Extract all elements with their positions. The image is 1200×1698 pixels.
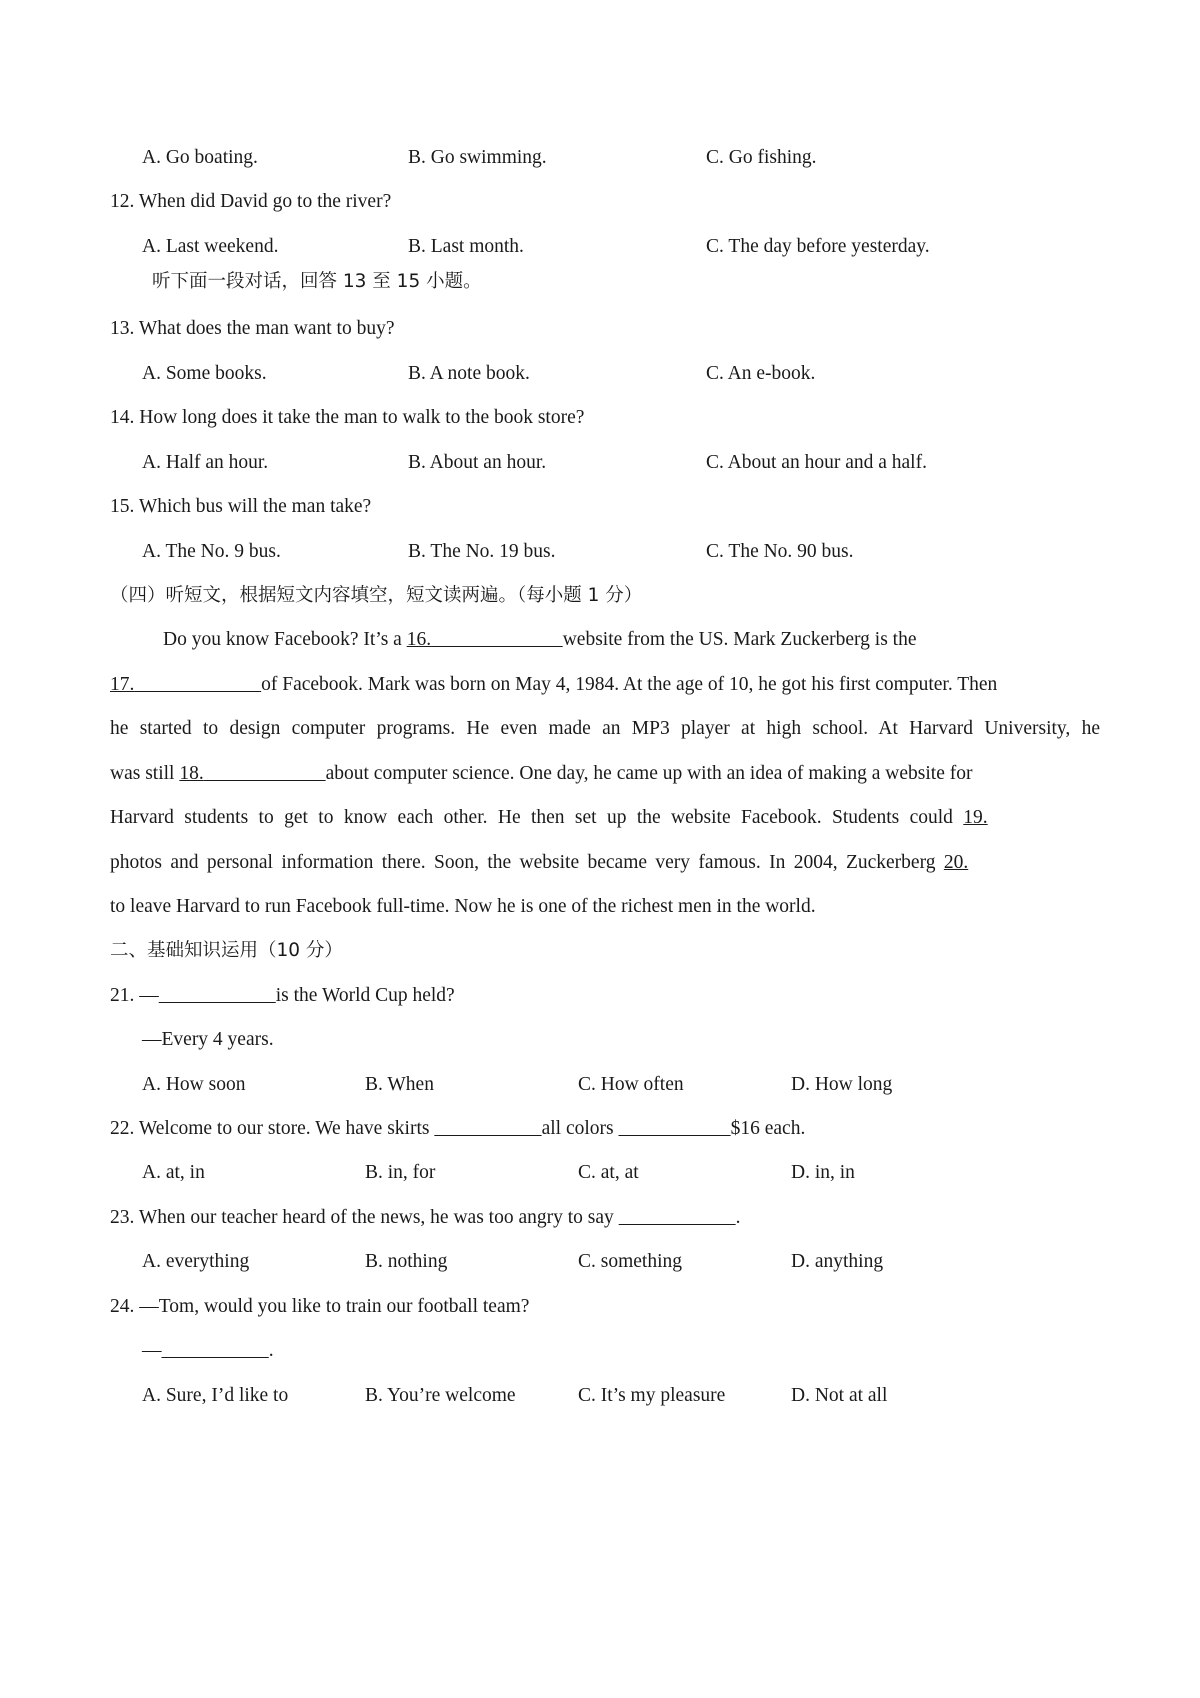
- q12-option-b: B. Last month.: [408, 236, 524, 257]
- passage-line-7: to leave Harvard to run Facebook full-time. Now he is one of the richest men in the world.: [110, 896, 816, 917]
- q23-option-d: D. anything: [791, 1251, 884, 1272]
- passage-line-6: [110, 851, 968, 875]
- blank-16[interactable]: [407, 629, 563, 650]
- q13-stem: 13. What does the man want to buy?: [110, 318, 395, 339]
- passage-text: was still: [110, 763, 180, 784]
- q22-stem-text: 22. Welcome to our store. We have skirts: [110, 1118, 435, 1139]
- q23-stem-text: 23. When our teacher heard of the news, he was too angry to say: [110, 1207, 619, 1228]
- q24-stem: 24. —Tom, would you like to train our football team?: [110, 1296, 530, 1317]
- q23-blank[interactable]: [619, 1207, 736, 1228]
- section4-title: （四）听短文，根据短文内容填空，短文读两遍。（每小题 1 分）: [110, 585, 643, 606]
- q23-stem-text: .: [735, 1207, 741, 1228]
- blank-17-number: 17.: [110, 674, 135, 695]
- passage-text: Do you know Facebook? It’s a: [163, 629, 407, 650]
- q14-stem: 14. How long does it take the man to walk to the book store?: [110, 407, 585, 428]
- q15-stem: 15. Which bus will the man take?: [110, 496, 372, 517]
- q22-stem-text: all colors: [541, 1118, 619, 1139]
- q21-option-c: C. How often: [578, 1074, 684, 1095]
- q14-option-c: C. About an hour and a half.: [706, 452, 927, 473]
- q23-option-c: C. something: [578, 1251, 683, 1272]
- q21-option-b: B. When: [365, 1074, 434, 1095]
- q23-option-a: A. everything: [142, 1251, 250, 1272]
- part2-title: 二、基础知识运用（10 分）: [110, 940, 343, 961]
- q24-reply-text: .: [268, 1340, 274, 1361]
- q24-option-c: C. It’s my pleasure: [578, 1385, 726, 1406]
- q12-option-a: A. Last weekend.: [142, 236, 279, 257]
- q11-option-a: A. Go boating.: [142, 147, 258, 168]
- q24-option-d: D. Not at all: [791, 1385, 888, 1406]
- q23-stem: [110, 1206, 741, 1230]
- q21-option-d: D. How long: [791, 1074, 893, 1095]
- section-note: 听下面一段对话，回答 13 至 15 小题。: [152, 271, 482, 292]
- passage-line-4: [110, 762, 972, 786]
- passage-text: website from the US. Mark Zuckerberg is the: [562, 629, 917, 650]
- passage-text: about computer science. One day, he came up with an idea of making a website for: [325, 763, 973, 784]
- q13-option-c: C. An e-book.: [706, 363, 816, 384]
- q15-option-c: C. The No. 90 bus.: [706, 541, 854, 562]
- passage-line-1: [163, 628, 917, 652]
- q24-blank[interactable]: [162, 1340, 269, 1361]
- q22-option-a: A. at, in: [142, 1162, 205, 1183]
- q15-option-b: B. The No. 19 bus.: [408, 541, 556, 562]
- q22-option-d: D. in, in: [791, 1162, 855, 1183]
- q15-option-a: A. The No. 9 bus.: [142, 541, 281, 562]
- q21-stem-text: 21. —: [110, 985, 159, 1006]
- q24-reply: [142, 1339, 274, 1363]
- passage-text: of Facebook. Mark was born on May 4, 1984. At the age of 10, he got his first computer. Then: [261, 674, 998, 695]
- blank-19[interactable]: 19.: [963, 807, 988, 828]
- passage-line-3: he started to design computer programs. He even made an MP3 player at high school. At Harvard University, he: [110, 718, 1100, 739]
- q21-stem: [110, 984, 455, 1008]
- q22-blank-2[interactable]: [618, 1118, 730, 1139]
- q11-option-b: B. Go swimming.: [408, 147, 547, 168]
- q21-blank[interactable]: [159, 985, 276, 1006]
- passage-line-2: [110, 673, 997, 697]
- q22-blank-1[interactable]: [434, 1118, 541, 1139]
- q13-option-a: A. Some books.: [142, 363, 267, 384]
- q24-option-b: B. You’re welcome: [365, 1385, 516, 1406]
- q22-option-c: C. at, at: [578, 1162, 639, 1183]
- passage-line-5: [110, 806, 988, 830]
- q23-option-b: B. nothing: [365, 1251, 448, 1272]
- q22-stem: [110, 1117, 805, 1141]
- q21-reply: —Every 4 years.: [142, 1029, 274, 1050]
- passage-text: photos and personal information there. Soon, the website became very famous. In 2004, Zuckerberg: [110, 852, 944, 873]
- blank-18[interactable]: [179, 763, 325, 784]
- q14-option-b: B. About an hour.: [408, 452, 547, 473]
- q13-option-b: B. A note book.: [408, 363, 530, 384]
- q12-stem: 12. When did David go to the river?: [110, 191, 392, 212]
- q21-stem-text: is the World Cup held?: [275, 985, 455, 1006]
- q22-option-b: B. in, for: [365, 1162, 436, 1183]
- q12-option-c: C. The day before yesterday.: [706, 236, 930, 257]
- blank-18-number: 18.: [179, 763, 204, 784]
- blank-20[interactable]: 20.: [943, 852, 969, 873]
- q24-reply-text: —: [142, 1340, 162, 1361]
- q21-option-a: A. How soon: [142, 1074, 246, 1095]
- q22-stem-text: $16 each.: [730, 1118, 806, 1139]
- blank-16-number: 16.: [406, 629, 432, 650]
- q24-option-a: A. Sure, I’d like to: [142, 1385, 289, 1406]
- q11-option-c: C. Go fishing.: [706, 147, 817, 168]
- q14-option-a: A. Half an hour.: [142, 452, 269, 473]
- blank-17[interactable]: [110, 674, 261, 695]
- passage-text: Harvard students to get to know each other. He then set up the website Facebook. Students could: [110, 807, 964, 828]
